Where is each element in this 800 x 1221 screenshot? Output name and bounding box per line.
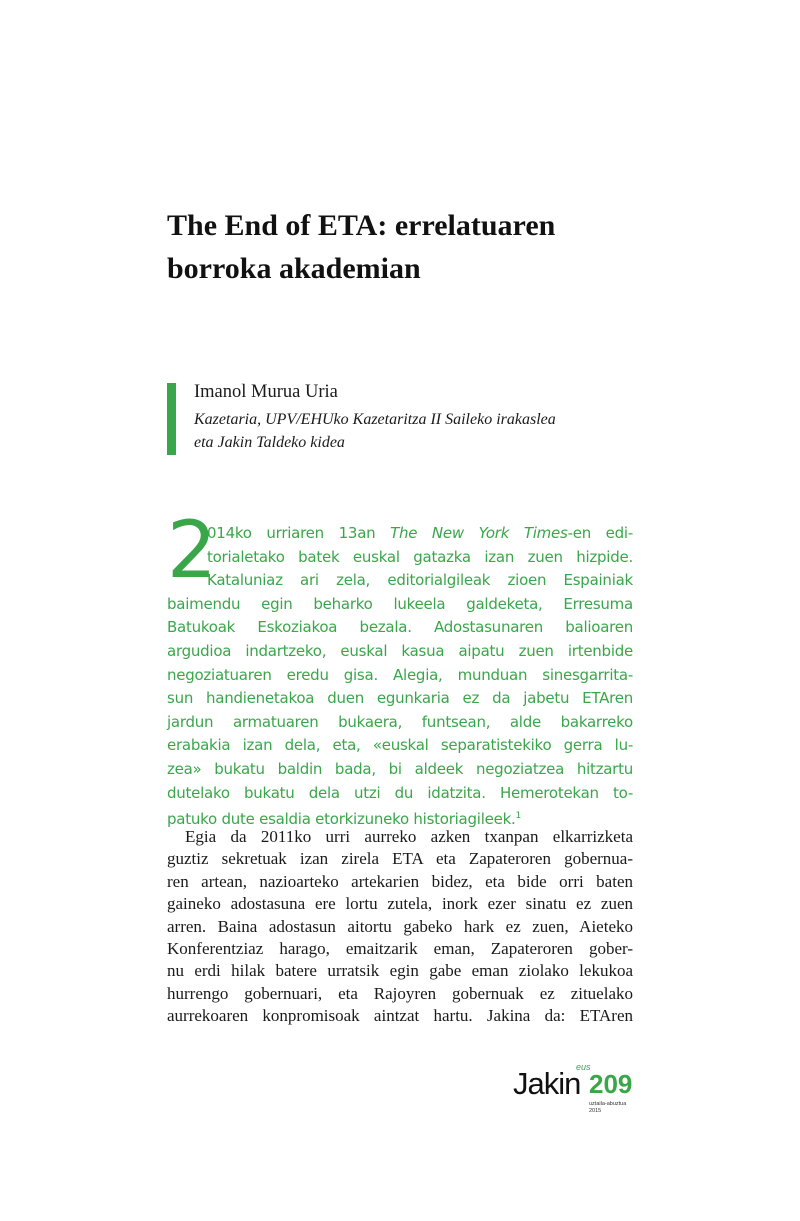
- issue-number: 209: [589, 1069, 633, 1099]
- lead-line-1-pre: 014ko urriaren 13an: [207, 524, 391, 542]
- author-accent-bar: [167, 383, 176, 455]
- body-line: guztiz sekretuak izan zirela ETA eta Zapateroren gobernua-: [167, 849, 633, 869]
- drop-cap: 2: [167, 506, 217, 596]
- logo-wordmark: Jakin: [513, 1066, 581, 1101]
- body-line: arren. Baina adostasun aitortu gabeko hark ez zuen, Aieteko: [167, 916, 633, 936]
- lead-line: [167, 522, 633, 546]
- lead-line: sun handienetakoa duen egunkaria ez da jabetu ETAren: [167, 689, 633, 708]
- body-line: hurrengo gobernuari, eta Rajoyren gobernuak ez zituelako: [167, 983, 633, 1003]
- lead-line-1-post: -en edi-: [567, 524, 634, 542]
- body-paragraph: [167, 826, 633, 1028]
- lead-line: Kataluniaz ari zela, editorialgileak zioen Espainiak: [207, 571, 633, 590]
- footnote-marker[interactable]: 1: [515, 811, 522, 822]
- lead-line: erabakia izan dela, eta, «euskal separatistekiko gerra lu-: [167, 736, 633, 755]
- author-name: Imanol Murua Uria: [194, 382, 338, 402]
- body-line: gaineko adostasuna ere lortu zutela, inork ezer sinatu ez zuen: [167, 894, 633, 914]
- newspaper-name: The New York Times: [390, 524, 568, 542]
- issue-year: 2015: [589, 1108, 602, 1114]
- lead-paragraph: [167, 522, 633, 832]
- lead-line: negoziatuaren eredu gisa. Alegia, munduan sinesgarrita-: [167, 665, 633, 684]
- body-line: nu erdi hilak batere urratsik egin gabe eman ziolako lekukoa: [167, 961, 633, 981]
- lead-line: jardun armatuaren bukaera, funtsean, alde bakarreko: [167, 712, 633, 731]
- lead-line: zea» bukatu baldin bada, bi aldeek negoziatzea hitzartu: [167, 759, 633, 778]
- article-title: [167, 204, 667, 290]
- body-line: aurrekoaren konpromisoak aintzat hartu. Jakina da: ETAren: [167, 1006, 633, 1026]
- author-affiliation-line-2: eta Jakin Taldeko kidea: [194, 434, 345, 451]
- jakin-logo: [513, 1062, 643, 1126]
- lead-last-line: patuko dute esaldia etorkizuneko historiagileek.: [167, 810, 516, 829]
- lead-line: Batukoak Eskoziakoa bezala. Adostasunaren balioaren: [167, 618, 633, 637]
- author-affiliation-line-1: Kazetaria, UPV/EHUko Kazetaritza II Saileko irakaslea: [194, 411, 556, 428]
- logo-domain: eus: [576, 1062, 591, 1072]
- lead-line: argudioa indartzeko, euskal kasua aipatu zuen irtenbide: [167, 641, 633, 660]
- title-line-2: borroka akademian: [167, 252, 421, 285]
- body-line: Konferentziaz harago, emaitzarik eman, Zapateroren gober-: [167, 939, 633, 959]
- body-line: Egia da 2011ko urri aurreko azken txanpan elkarrizketa: [185, 827, 633, 846]
- lead-line: torialetako batek euskal gatazka izan zuen hizpide.: [207, 547, 633, 566]
- body-line: ren artean, nazioarteko artekarien bidez, eta bide orri baten: [167, 871, 633, 891]
- issue-months: uztaila-abuztua: [589, 1101, 627, 1107]
- lead-line: dutelako bukatu dela utzi du idatzita. Hemerotekan to-: [167, 783, 633, 802]
- lead-line: baimendu egin beharko lukeela galdeketa, Erresuma: [167, 594, 633, 613]
- title-line-1: The End of ETA: errelatuaren: [167, 209, 556, 242]
